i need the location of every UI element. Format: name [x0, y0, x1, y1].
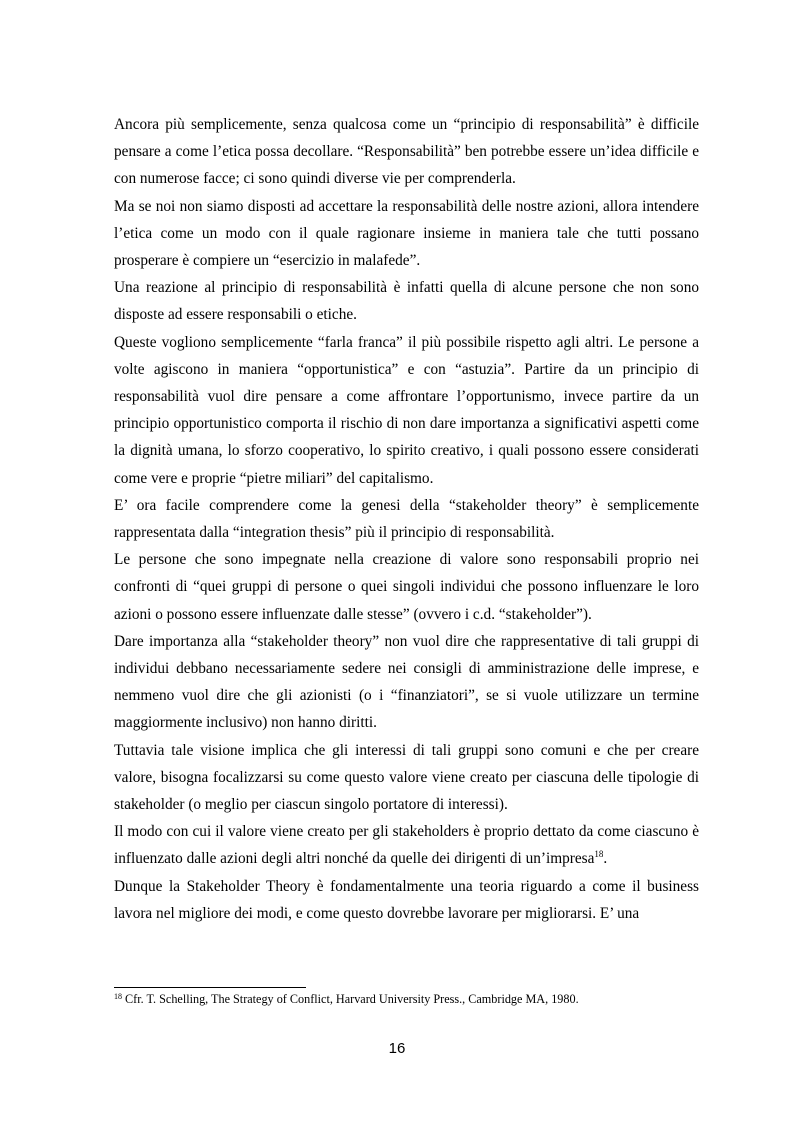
footnote-number: 18	[114, 992, 122, 1001]
footnote-reference[interactable]: 18	[594, 849, 604, 860]
paragraph: Ma se noi non siamo disposti ad accettare la responsabilità delle nostre azioni, allora intendere l’etica come un modo con il quale ragionare insieme in maniera tale che tutti possano prosperare è compiere un “esercizio in malafede”.	[114, 197, 699, 270]
paragraph: Una reazione al principio di responsabilità è infatti quella di alcune persone che non sono disposte ad essere responsabili o etiche.	[114, 279, 699, 324]
paragraph-with-footnote: Il modo con cui il valore viene creato per gli stakeholders è proprio dettato da come ciascuno è influenzato dalle azioni degli altri nonché da quelle dei dirigenti di un’impresa$^{18}$.	[114, 823, 699, 868]
footnote-separator	[114, 987, 306, 988]
paragraph: Ancora più semplicemente, senza qualcosa come un “principio di responsabilità” è difficile pensare a come l’etica possa decollare. “Responsabilità” ben potrebbe essere un’idea difficile e con numerose facce; ci sono quindi diverse vie per comprenderla.	[114, 116, 699, 188]
paragraph: Le persone che sono impegnate nella creazione di valore sono responsabili proprio nei confronti di “quei gruppi di persone o quei singoli individui che possono influenzare le loro azioni o possono essere influenzate dalle stesse” (ovvero i c.d. “stakeholder”).	[114, 551, 699, 623]
page-number: 16	[388, 1040, 406, 1057]
paragraph-text: Il modo con cui il valore viene creato per gli stakeholders è proprio dettato da come ciascuno è influenzato dalle azioni degli altri nonché da quelle dei dirigenti di un’impresa	[114, 823, 699, 868]
page-body	[114, 111, 699, 927]
paragraph: Dare importanza alla “stakeholder theory” non vuol dire che rappresentative di tali gruppi di individui debbano necessariamente sedere nei consigli di amministrazione delle imprese, e nemmeno vuol dire che gli azionisti (o i “finanziatori”, se si vuole utilizzare un termine maggiormente inclusivo) non hanno diritti.	[114, 632, 699, 732]
footnote	[114, 991, 714, 1007]
paragraph: Tuttavia tale visione implica che gli interessi di tali gruppi sono comuni e che per creare valore, bisogna focalizzarsi su come questo valore viene creato per ciascuna delle tipologie di stakeholder (o meglio per ciascun singolo portatore di interessi).	[114, 741, 699, 814]
paragraph: Queste vogliono semplicemente “farla franca” il più possibile rispetto agli altri. Le persone a volte agiscono in maniera “opportunistica” e con “astuzia”. Partire da un principio di responsabilità vuol dire pensare a come affrontare l’opportunismo, invece partire da un principio opportunistico comporta il rischio di non dare importanza a significativi aspetti come la dignità umana, lo sforzo cooperativo, lo spirito creativo, i quali possono essere considerati come vere e proprie “pietre miliari” del capitalismo.	[114, 333, 699, 487]
paragraph: E’ ora facile comprendere come la genesi della “stakeholder theory” è semplicemente rappresentata dalla “integration thesis” più il principio di responsabilità.	[114, 496, 699, 542]
paragraph: Dunque la Stakeholder Theory è fondamentalmente una teoria riguardo a come il business lavora nel migliore dei modi, e come questo dovrebbe lavorare per migliorarsi. E’ una	[114, 877, 699, 922]
footnote-text: Cfr. T. Schelling, The Strategy of Conflict, Harvard University Press., Cambridge MA, 1980.	[122, 992, 579, 1006]
